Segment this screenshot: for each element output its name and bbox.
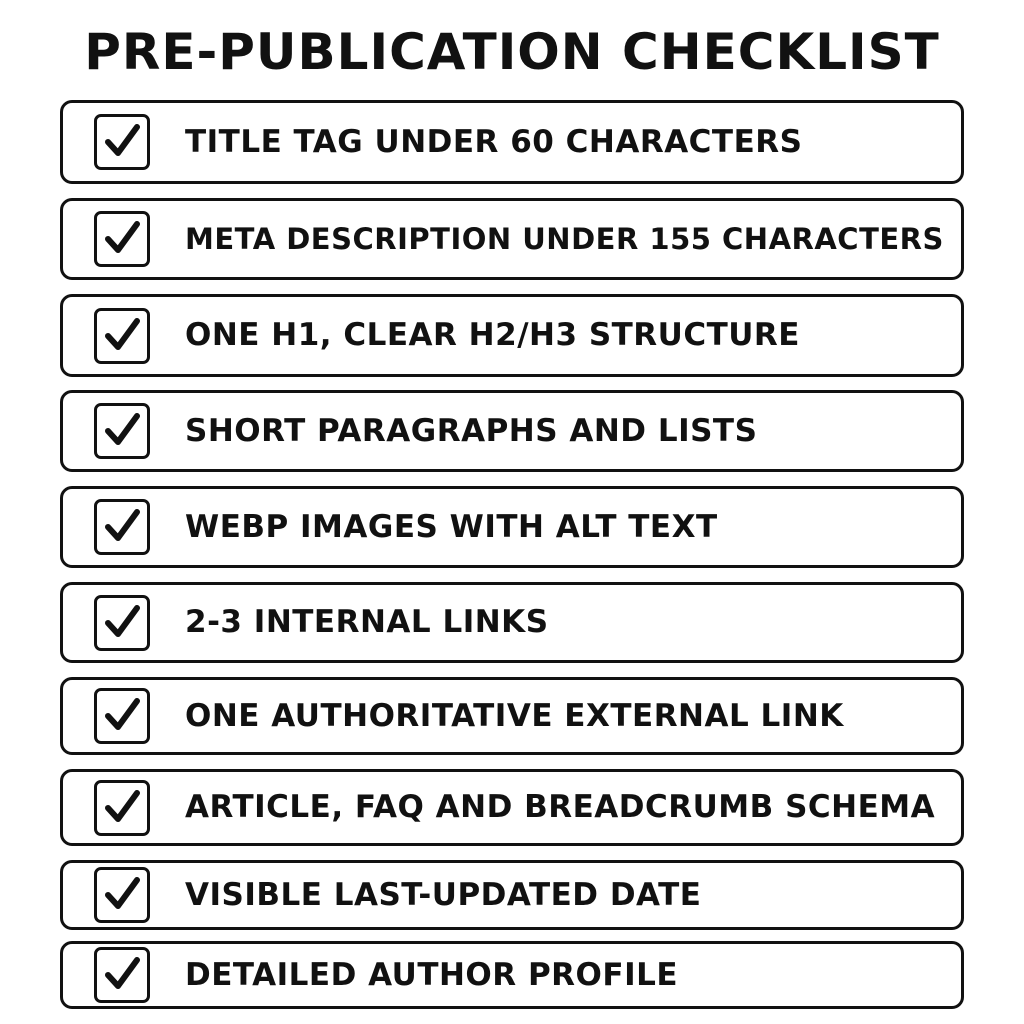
checklist [60,0,964,1024]
checklist-item[interactable] [60,941,964,1009]
checklist-item-label: VISIBLE LAST-UPDATED DATE [185,877,702,913]
checkbox[interactable] [94,780,150,836]
checklist-item[interactable] [60,486,964,568]
checklist-item[interactable] [60,390,964,472]
checkmark-icon [97,502,147,552]
checklist-item-label: ONE H1, CLEAR H2/H3 STRUCTURE [185,317,800,353]
checklist-item-label: TITLE TAG UNDER 60 CHARACTERS [185,124,803,160]
checklist-item-label: ARTICLE, FAQ AND BREADCRUMB SCHEMA [185,789,936,825]
checkmark-icon [97,783,147,833]
checklist-item-label: META DESCRIPTION UNDER 155 CHARACTERS [185,222,944,256]
checkbox[interactable] [94,403,150,459]
checkmark-icon [97,870,147,920]
checkbox[interactable] [94,114,150,170]
checkmark-icon [97,406,147,456]
checkmark-icon [97,598,147,648]
checkbox[interactable] [94,211,150,267]
checklist-item[interactable] [60,677,964,755]
checklist-item[interactable] [60,198,964,280]
page-title: PRE-PUBLICATION CHECKLIST [84,23,940,81]
checkmark-icon [97,311,147,361]
checklist-item[interactable] [60,860,964,930]
checkbox[interactable] [94,867,150,923]
checklist-item[interactable] [60,582,964,663]
checkmark-icon [97,117,147,167]
checkbox[interactable] [94,595,150,651]
checklist-item[interactable] [60,100,964,184]
checklist-item-label: ONE AUTHORITATIVE EXTERNAL LINK [185,698,844,734]
checkbox[interactable] [94,308,150,364]
checklist-item-label: 2-3 INTERNAL LINKS [185,604,549,640]
checklist-item-label: SHORT PARAGRAPHS AND LISTS [185,413,758,449]
checklist-item[interactable] [60,294,964,377]
checkmark-icon [97,691,147,741]
checkbox[interactable] [94,947,150,1003]
checkbox[interactable] [94,499,150,555]
checklist-item-label: DETAILED AUTHOR PROFILE [185,957,679,993]
checklist-item-label: WEBP IMAGES WITH ALT TEXT [185,509,718,545]
checkmark-icon [97,950,147,1000]
checkbox[interactable] [94,688,150,744]
checkmark-icon [97,214,147,264]
checklist-item[interactable] [60,769,964,846]
